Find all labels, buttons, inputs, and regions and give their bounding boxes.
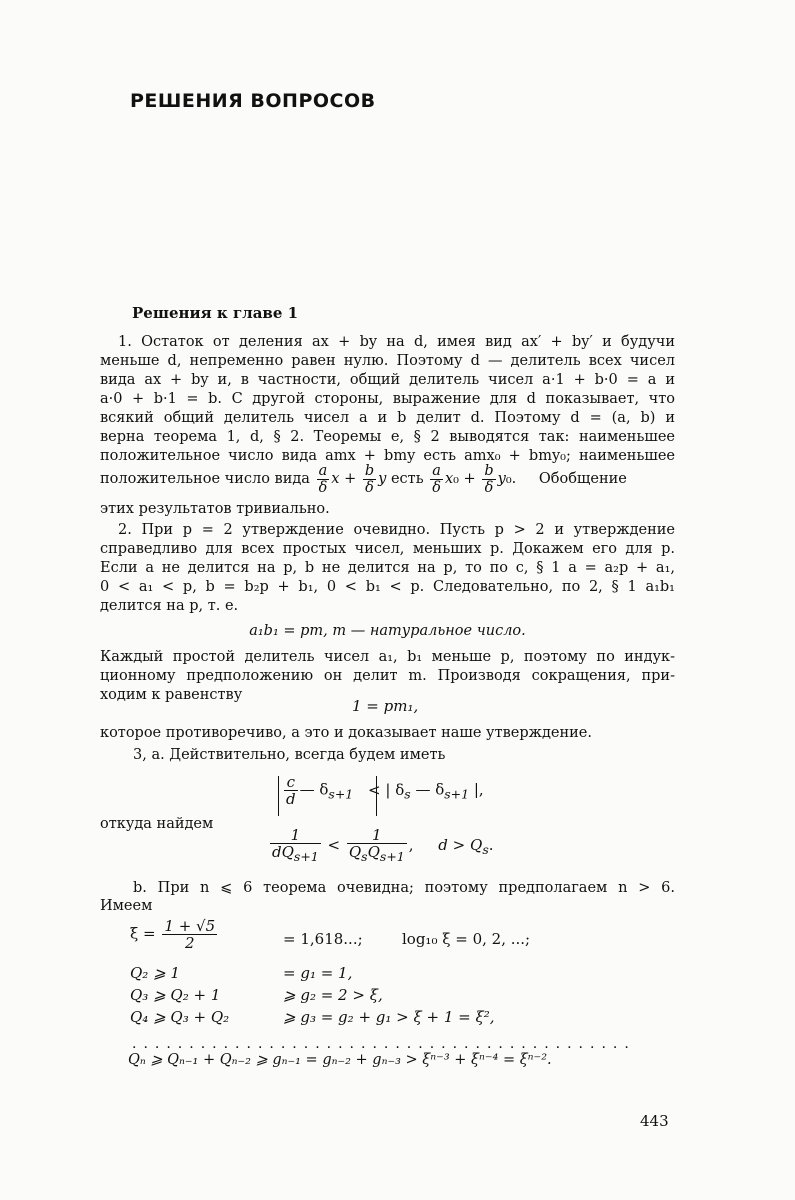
fraction-a-delta: $\frac{a}{\delta}$ xyxy=(318,462,328,496)
golden-ratio-fraction: $\frac{1 + √5}{2}$ xyxy=(164,917,216,952)
row-3-left: Q₄ ⩾ Q₃ + Q₂ xyxy=(130,1008,230,1026)
row-3-right: ⩾ g₃ = g₂ + g₁ > ξ + 1 = ξ², xyxy=(283,1008,495,1026)
fraction-1-dQ: $\frac{1}{dQ_{s+1}}$ xyxy=(272,826,319,864)
s2-line-4: 0 < a₁ < p, b = b₂p + b₁, 0 < b₁ < p. Следовательно, по 2, § 1 a₁b₁ xyxy=(100,579,675,595)
abs-bar-left xyxy=(278,776,279,816)
xi-log: log₁₀ ξ = 0, 2, ...; xyxy=(402,930,531,948)
s3-abs-inequality: $\frac{c}{d}$ — $\delta_{s+1}$ < | $\delta_s$ — $\delta_{s+1}$ |, xyxy=(282,774,484,807)
s1-line-2: меньше d, непременно равен нулю. Поэтому d — делитель всех чисел xyxy=(100,353,675,369)
s1-line-1: 1. Остаток от деления ax + by на d, имея вид ax′ + by′ и будучи xyxy=(118,334,675,350)
s2-line-2: справедливо для всех простых чисел, меньших p. Докажем его для p. xyxy=(100,541,675,557)
s2-line-6: Каждый простой делитель чисел a₁, b₁ меньше p, поэтому по индук- xyxy=(100,649,675,665)
s2-equation-1: a₁b₁ = pm, m — натуральное число. xyxy=(249,623,526,639)
s1-line-8a: положительное число вида xyxy=(100,471,310,487)
s1-line-3: вида ax + by и, в частности, общий делитель чисел a·1 + b·0 = a и xyxy=(100,372,675,388)
s3-line-1: 3, a. Действительно, всегда будем иметь xyxy=(133,747,446,763)
chapter-heading: Решения к главе 1 xyxy=(132,304,299,322)
s1-line-9: этих результатов тривиально. xyxy=(100,501,330,517)
final-inequality: Qₙ ⩾ Qₙ₋₁ + Qₙ₋₂ ⩾ gₙ₋₁ = gₙ₋₂ + gₙ₋₃ > ξⁿ⁻³ + ξⁿ⁻⁴ = ξⁿ⁻². xyxy=(128,1052,552,1068)
s1-line-8c: Обобщение xyxy=(538,471,627,487)
s1-line-7: положительное число вида amx + bmy есть amx₀ + bmy₀; наименьшее xyxy=(100,448,675,464)
s1-line-8: положительное число вида $\frac{a}{\delta}$ x + $\frac{b}{\delta}$ y есть $\frac{a}{\delta}$ x₀ + $\frac{b}{\delta}$ y₀. Обобщение xyxy=(100,462,627,496)
fraction-c-d: $\frac{c}{d}$ xyxy=(286,773,296,808)
fraction-b-delta-2: $\frac{b}{\delta}$ xyxy=(484,462,494,496)
fraction-a-delta-2: $\frac{a}{\delta}$ xyxy=(432,462,441,496)
page-title: РЕШЕНИЯ ВОПРОСОВ xyxy=(130,90,376,112)
s2-line-8: ходим к равенству xyxy=(100,687,243,703)
s3-fraction-inequality: $\frac{1}{dQ_{s+1}}$ < $\frac{1}{Q_sQ_{s+1}}$ , $d > Q_s$. xyxy=(272,826,494,864)
xi-definition: ξ = $\frac{1 + √5}{2}$ xyxy=(130,917,216,952)
s2-equation-2: 1 = pm₁, xyxy=(352,697,419,715)
s2-line-3: Если a не делится на p, b не делится на p, то по c, § 1 a = a₂p + a₁, xyxy=(100,560,675,576)
row-2-right: ⩾ g₂ = 2 > ξ, xyxy=(283,986,383,1004)
fraction-1-QQ: $\frac{1}{Q_sQ_{s+1}}$ xyxy=(348,826,405,864)
dotted-separator: ............................................ xyxy=(132,1036,636,1052)
s2-line-9: которое противоречиво, а это и доказывает наше утверждение. xyxy=(100,725,592,741)
s3b-line-2: Имеем xyxy=(100,898,153,914)
row-2-left: Q₃ ⩾ Q₂ + 1 xyxy=(130,986,221,1004)
row-1-right: = g₁ = 1, xyxy=(283,964,353,982)
s1-line-4: a·0 + b·1 = b. С другой стороны, выражение для d показывает, что xyxy=(100,391,675,407)
s2-line-1: 2. При p = 2 утверждение очевидно. Пусть p > 2 и утверждение xyxy=(118,522,675,538)
fraction-b-delta: $\frac{b}{\delta}$ xyxy=(364,462,375,496)
s1-line-8b: есть xyxy=(390,471,424,487)
s2-line-5: делится на p, т. е. xyxy=(100,598,239,614)
s2-line-7: ционному предположению он делит m. Производя сокращения, при- xyxy=(100,668,675,684)
abs-bar-right xyxy=(376,776,377,816)
s1-line-6: верна теорема 1, d, § 2. Теоремы e, § 2 выводятся так: наименьшее xyxy=(100,429,675,445)
s1-line-5: всякий общий делитель чисел a и b делит d. Поэтому d = (a, b) и xyxy=(100,410,675,426)
xi-value: = 1,618...; xyxy=(283,930,363,948)
page-number: 443 xyxy=(640,1112,669,1130)
s3-line-2: откуда найдем xyxy=(100,816,214,832)
s3b-line-1: b. При n ⩽ 6 теорема очевидна; поэтому предполагаем n > 6. xyxy=(133,880,675,896)
row-1-left: Q₂ ⩾ 1 xyxy=(130,964,180,982)
